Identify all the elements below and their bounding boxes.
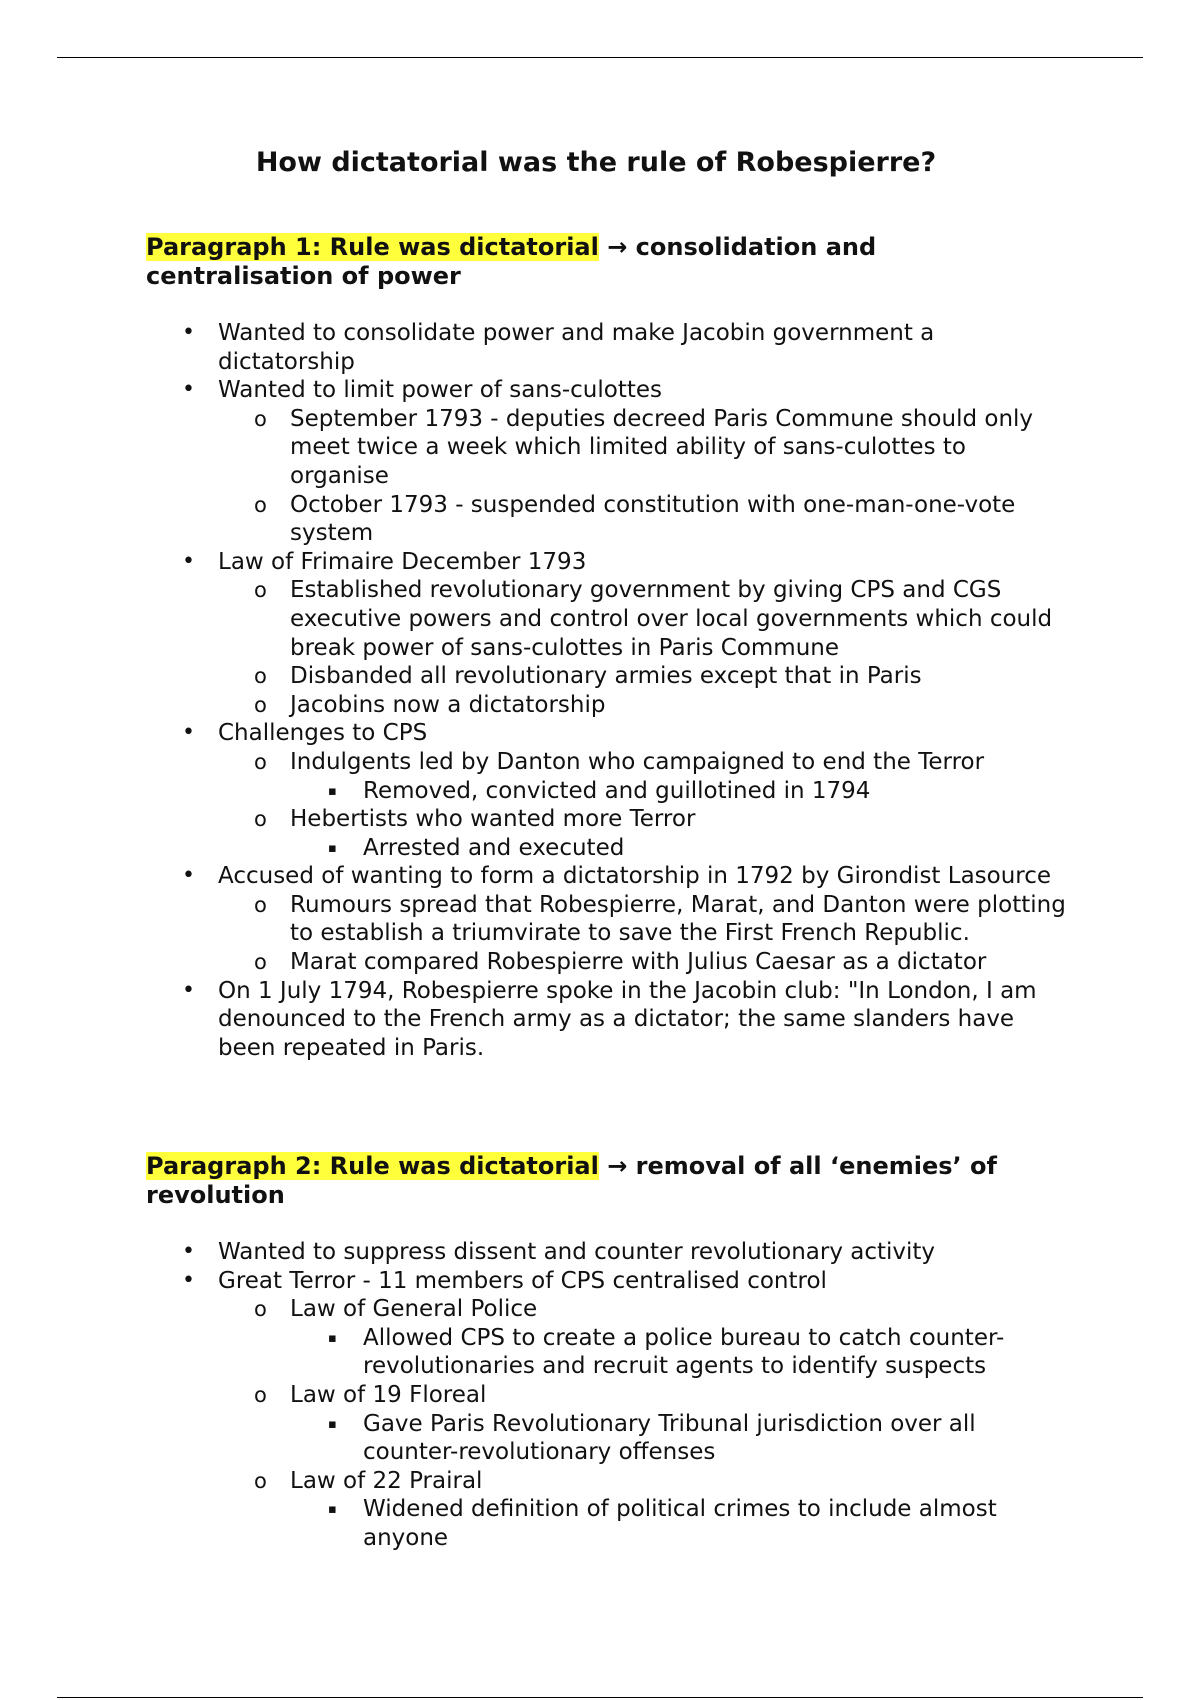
bullet-level-1-icon: •: [182, 1267, 195, 1293]
bullet-level-3-icon: ▪: [328, 1330, 337, 1346]
list-item-level-2: [146, 748, 1066, 777]
list-item-text: Law of 22 Prairal: [290, 1467, 483, 1494]
bullet-level-3-icon: ▪: [328, 1502, 337, 1518]
bullet-level-3-icon: ▪: [328, 840, 337, 856]
document-title: How dictatorial was the rule of Robespierre?: [255, 147, 937, 178]
list-item-text: Removed, convicted and guillotined in 1794: [363, 777, 871, 804]
list-item-level-2: [146, 1295, 1066, 1324]
bullet-level-2-icon: o: [254, 406, 267, 431]
bullet-level-2-icon: o: [254, 1468, 267, 1493]
list-item-text: Widened definition of political crimes to include almost anyone: [363, 1496, 997, 1551]
list-item-text: Great Terror - 11 members of CPS centralised control: [218, 1267, 827, 1294]
bullet-level-2-icon: o: [254, 1297, 267, 1322]
bullet-level-1-icon: •: [182, 1239, 195, 1264]
list-item-text: Wanted to consolidate power and make Jacobin government a dictatorship: [218, 320, 935, 375]
list-item-level-2: [146, 805, 1066, 834]
list-item-text: Wanted to suppress dissent and counter revolutionary activity: [218, 1239, 936, 1265]
list-item-level-1: [146, 319, 1066, 376]
bullet-level-2-icon: o: [254, 892, 267, 917]
paragraph-2-heading-rest: → removal of all ‘enemies’ of revolution: [146, 1152, 997, 1209]
bullet-level-1-icon: •: [182, 548, 195, 574]
paragraph-2-list: [146, 1238, 1066, 1553]
paragraph-1-heading: [146, 233, 1026, 290]
list-item-text: Accused of wanting to form a dictatorship in 1792 by Girondist Lasource: [218, 863, 1052, 890]
list-item-level-3: [146, 777, 1066, 806]
list-item-text: Disbanded all revolutionary armies except that in Paris: [290, 663, 922, 690]
list-item-level-3: [146, 834, 1066, 863]
bullet-level-2-icon: o: [254, 664, 267, 689]
list-item-level-1: [146, 376, 1066, 405]
list-item-level-2: [146, 576, 1066, 662]
list-item-text: Law of Frimaire December 1793: [218, 548, 587, 575]
list-item-text: On 1 July 1794, Robespierre spoke in the Jacobin club: "In London, I am denounced to the French army as a dictator; the same slanders have been repeated in Paris.: [218, 977, 1037, 1061]
list-item-text: Law of 19 Floreal: [290, 1381, 487, 1408]
paragraph-1-list: [146, 319, 1066, 1062]
list-item-text: Jacobins now a dictatorship: [290, 691, 606, 718]
list-item-text: October 1793 - suspended constitution with one-man-one-vote system: [290, 491, 1016, 547]
bullet-level-2-icon: o: [254, 492, 267, 517]
list-item-text: Law of General Police: [290, 1296, 538, 1323]
list-item-text: Gave Paris Revolutionary Tribunal jurisdiction over all counter-revolutionary offenses: [363, 1410, 976, 1466]
bullet-level-2-icon: o: [254, 692, 267, 717]
list-item-text: Wanted to limit power of sans-culottes: [218, 377, 662, 404]
list-item-text: Marat compared Robespierre with Julius Caesar as a dictator: [290, 949, 987, 976]
list-item-level-1: [146, 977, 1066, 1063]
list-item-text: Established revolutionary government by giving CPS and CGS executive powers and control over local governments which could break power of sans-culottes in Paris Commune: [290, 577, 1053, 661]
paragraph-2-heading: [146, 1152, 1026, 1209]
list-item-text: Challenges to CPS: [218, 720, 428, 747]
list-item-level-2: [146, 662, 1066, 691]
top-rule: [57, 57, 1143, 58]
bullet-level-1-icon: •: [182, 977, 195, 1003]
list-item-level-2: [146, 948, 1066, 977]
list-item-level-3: [146, 1324, 1066, 1381]
list-item-level-1: [146, 719, 1066, 748]
list-item-level-1: [146, 1267, 1066, 1296]
list-item-level-2: [146, 1381, 1066, 1410]
list-item-text: Allowed CPS to create a police bureau to catch counter-revolutionaries and recruit agents to identify suspects: [363, 1324, 1005, 1380]
bullet-level-1-icon: •: [182, 720, 195, 746]
bullet-level-2-icon: o: [254, 578, 267, 603]
paragraph-2-heading-highlight: Paragraph 2: Rule was dictatorial: [146, 1152, 599, 1180]
list-item-level-2: [146, 491, 1066, 548]
list-item-level-3: [146, 1410, 1066, 1467]
list-item-level-2: [146, 405, 1066, 491]
bullet-level-1-icon: •: [182, 377, 195, 403]
list-item-text: September 1793 - deputies decreed Paris Commune should only meet twice a week which limited ability of sans-culottes to organise: [290, 405, 1034, 489]
list-item-level-1: [146, 548, 1066, 577]
list-item-level-1: [146, 1238, 1066, 1267]
bullet-level-2-icon: o: [254, 1382, 267, 1407]
bullet-level-2-icon: o: [254, 950, 267, 975]
list-item-text: Arrested and executed: [363, 834, 625, 861]
list-item-level-2: [146, 691, 1066, 720]
bottom-rule: [57, 1697, 1143, 1698]
list-item-text: Hebertists who wanted more Terror: [290, 806, 696, 833]
list-item-level-1: [146, 862, 1066, 891]
bullet-level-3-icon: ▪: [328, 783, 337, 799]
bullet-level-2-icon: o: [254, 749, 267, 774]
paragraph-1-heading-rest: → consolidation and centralisation of power: [146, 233, 877, 290]
bullet-level-1-icon: •: [182, 320, 195, 345]
list-item-level-3: [146, 1495, 1066, 1552]
list-item-level-2: [146, 891, 1066, 948]
list-item-level-2: [146, 1467, 1066, 1496]
bullet-level-1-icon: •: [182, 863, 195, 889]
list-item-text: Rumours spread that Robespierre, Marat, and Danton were plotting to establish a triumvirate to save the First French Republic.: [290, 891, 1066, 947]
bullet-level-2-icon: o: [254, 807, 267, 832]
paragraph-1-heading-highlight: Paragraph 1: Rule was dictatorial: [146, 233, 599, 261]
list-item-text: Indulgents led by Danton who campaigned to end the Terror: [290, 748, 985, 775]
bullet-level-3-icon: ▪: [328, 1416, 337, 1432]
